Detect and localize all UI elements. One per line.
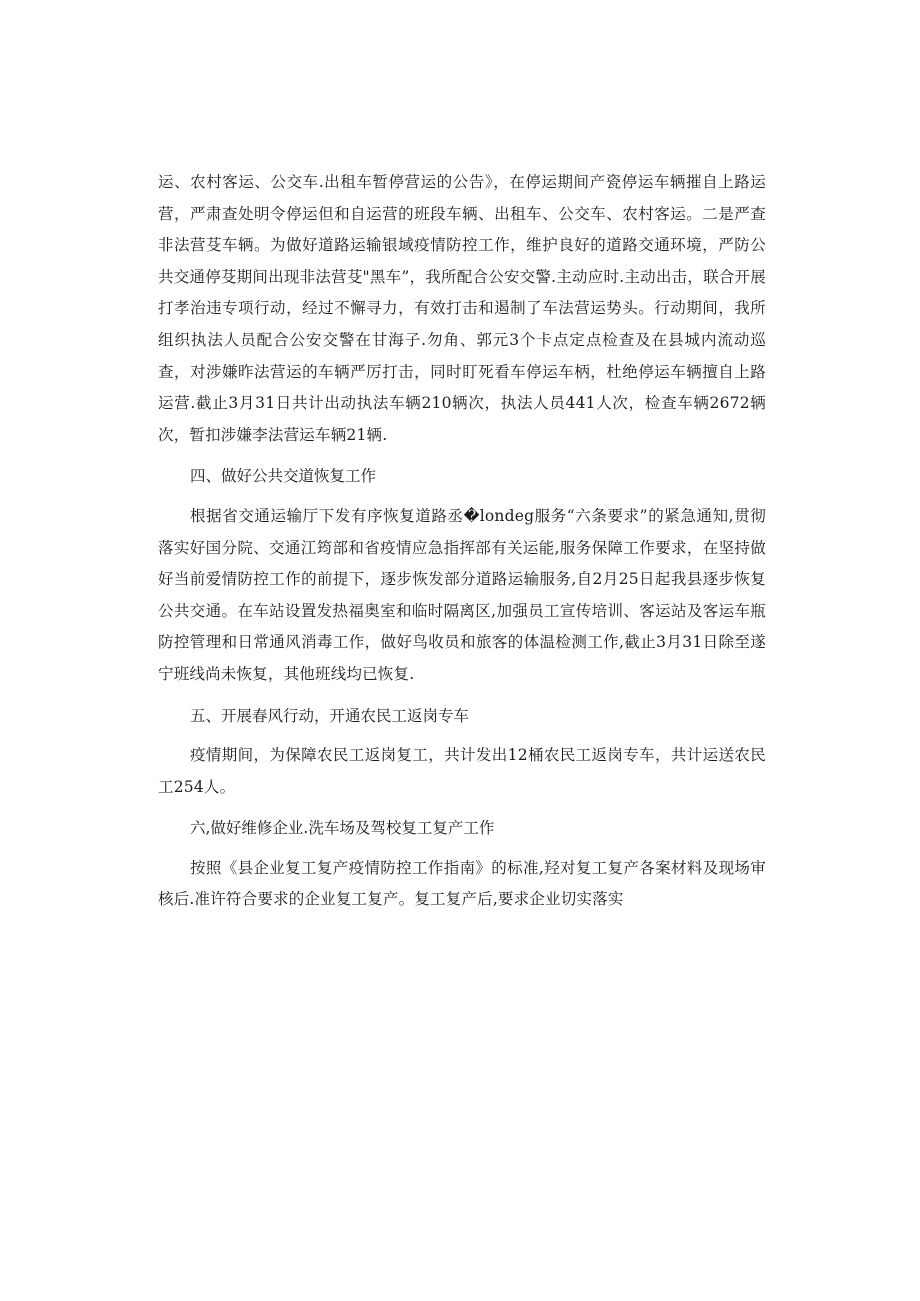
paragraph-transport-enforcement: 运、农村客运、公交车.出租车暂停营运的公告》，在停运期间产瓷停运车辆摧自上路运营，严肃查处明令停运但和自运营的班段车辆、出租车、公交车、农村客运。二是严查非法营芟车辆。为做好道路运输银域疫情防控工作，维护良好的道路交通环境，严防公共交通停芟期间出现非法营芟"黑车”，我所配合公安交警.主动应时.主动出击，联合开展打孝治违专项行动，经过不懈寻力，有效打击和遏制了车法营运势头。行动期间，我所组织执法人员配合公安交警在甘海子.勿角、郭元3个卡点定点检查及在县城内流动巡查，对涉嫌昨法营运的车辆严厉打击，同时盯死看车停运车柄，杜绝停运车辆擅自上路运营.截止3月31日共计出动执法车辆210辆次，执法人员441人次，检查车辆2672辆次，暂扣涉嫌李法营运车辆21辆. <box>158 173 766 444</box>
heading-section-5: 五、开展春风行动，开通农民工返岗专车 <box>190 706 470 725</box>
paragraph-enterprise-resumption: 按照《县企业复工复产疫情防控工作指南》的标准,羟对复工复产各案材料及现场审核后.准许符合要求的企业复工复产。复工复产后,要求企业切实落实 <box>158 858 766 909</box>
heading-section-4: 四、做好公共交道恢复工作 <box>190 467 377 486</box>
paragraph-migrant-worker-buses: 疫情期间，为保障农民工返岗复工，共计发出12桶农民工返岗专车，共计运送农民工254人。 <box>158 746 766 796</box>
paragraph-public-transport-recovery: 根据省交通运输厅下发有序恢复道路丞�londeg服务“六条要求”的紧急通知,贯彻落实好国分院、交通江筠部和省疫情应急指挥部有关运能,服务保障工作要求，在坚持做好当前爱情防控工作的前提下，逐步恢发部分道路运输服务,自2月25日起我县逐步恢复公共交通。在车站设置发热福奥室和临时隔离区,加强员工宣传培训、客运站及客运车瓶防控管理和日常通风消毒工作，做好鸟收员和旅客的体温检测工作,截止3月31日除至遂宁班线尚未恢复，其他班线均已恢复. <box>158 506 766 683</box>
document-body <box>158 167 766 916</box>
heading-section-6: 六,做好维修企业.洗车场及驾校复工复产工作 <box>190 819 495 838</box>
